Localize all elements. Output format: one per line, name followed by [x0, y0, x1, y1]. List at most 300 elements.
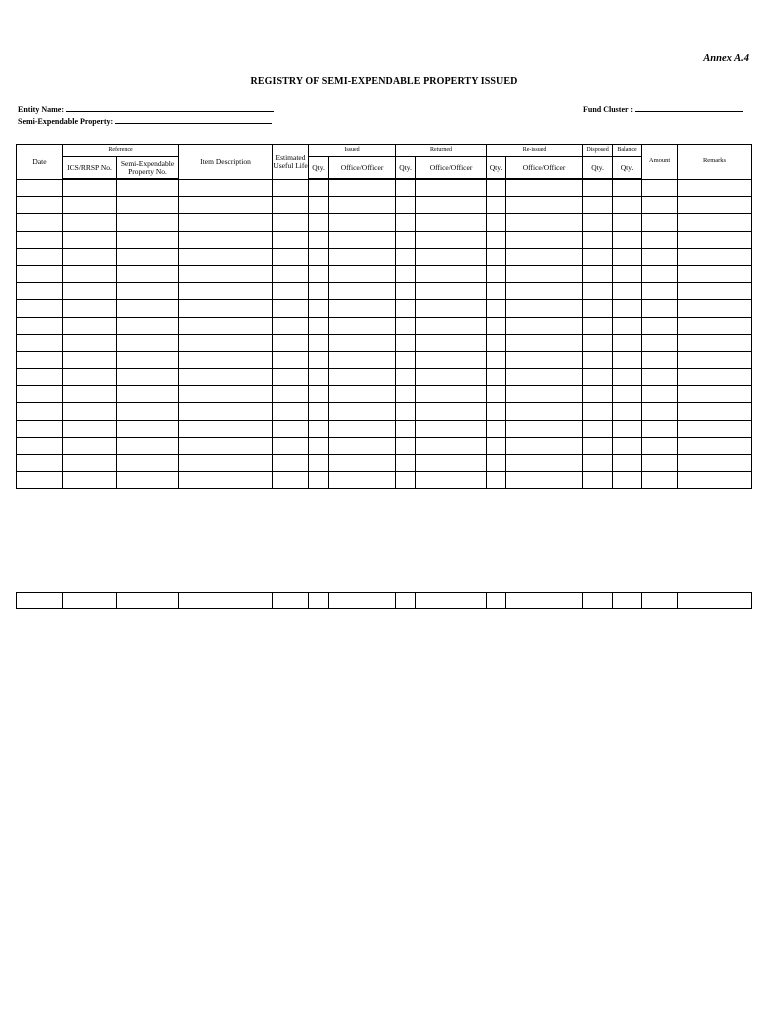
summary-cell[interactable]	[17, 593, 63, 609]
table-cell[interactable]	[506, 403, 583, 420]
table-cell[interactable]	[396, 179, 416, 197]
table-cell[interactable]	[678, 386, 752, 403]
table-cell[interactable]	[396, 472, 416, 489]
table-cell[interactable]	[678, 248, 752, 265]
table-cell[interactable]	[642, 455, 678, 472]
table-cell[interactable]	[613, 197, 642, 214]
table-cell[interactable]	[642, 214, 678, 231]
table-cell[interactable]	[487, 283, 506, 300]
table-cell[interactable]	[487, 231, 506, 248]
table-cell[interactable]	[17, 317, 63, 334]
table-cell[interactable]	[396, 420, 416, 437]
table-cell[interactable]	[309, 437, 329, 454]
table-cell[interactable]	[63, 369, 117, 386]
table-cell[interactable]	[642, 334, 678, 351]
table-cell[interactable]	[329, 317, 396, 334]
table-cell[interactable]	[396, 351, 416, 368]
table-cell[interactable]	[678, 214, 752, 231]
table-cell[interactable]	[117, 386, 179, 403]
table-cell[interactable]	[179, 197, 273, 214]
table-cell[interactable]	[416, 231, 487, 248]
table-cell[interactable]	[179, 369, 273, 386]
table-cell[interactable]	[63, 334, 117, 351]
table-cell[interactable]	[273, 300, 309, 317]
summary-cell[interactable]	[506, 593, 583, 609]
table-cell[interactable]	[309, 265, 329, 282]
table-cell[interactable]	[416, 317, 487, 334]
table-cell[interactable]	[506, 283, 583, 300]
table-cell[interactable]	[506, 317, 583, 334]
table-cell[interactable]	[309, 420, 329, 437]
table-cell[interactable]	[583, 455, 613, 472]
table-cell[interactable]	[179, 231, 273, 248]
table-cell[interactable]	[613, 265, 642, 282]
table-cell[interactable]	[17, 403, 63, 420]
table-cell[interactable]	[487, 179, 506, 197]
table-cell[interactable]	[17, 231, 63, 248]
table-cell[interactable]	[583, 334, 613, 351]
table-cell[interactable]	[506, 351, 583, 368]
table-cell[interactable]	[642, 403, 678, 420]
table-cell[interactable]	[583, 403, 613, 420]
table-cell[interactable]	[329, 300, 396, 317]
table-cell[interactable]	[583, 420, 613, 437]
table-cell[interactable]	[273, 369, 309, 386]
table-cell[interactable]	[309, 179, 329, 197]
table-cell[interactable]	[273, 179, 309, 197]
table-cell[interactable]	[179, 265, 273, 282]
table-cell[interactable]	[63, 248, 117, 265]
table-cell[interactable]	[117, 300, 179, 317]
table-cell[interactable]	[487, 334, 506, 351]
summary-cell[interactable]	[179, 593, 273, 609]
table-cell[interactable]	[179, 334, 273, 351]
table-cell[interactable]	[63, 317, 117, 334]
table-row	[17, 231, 752, 248]
table-cell[interactable]	[613, 403, 642, 420]
table-cell[interactable]	[487, 386, 506, 403]
table-cell[interactable]	[583, 283, 613, 300]
summary-cell[interactable]	[416, 593, 487, 609]
table-cell[interactable]	[416, 455, 487, 472]
summary-row-table	[16, 592, 752, 609]
table-cell[interactable]	[506, 472, 583, 489]
table-cell[interactable]	[613, 369, 642, 386]
table-cell[interactable]	[17, 420, 63, 437]
table-cell[interactable]	[63, 300, 117, 317]
table-cell[interactable]	[416, 334, 487, 351]
table-cell[interactable]	[179, 472, 273, 489]
table-cell[interactable]	[613, 179, 642, 197]
table-cell[interactable]	[396, 369, 416, 386]
summary-cell[interactable]	[396, 593, 416, 609]
table-cell[interactable]	[329, 179, 396, 197]
table-cell[interactable]	[179, 283, 273, 300]
table-cell[interactable]	[273, 317, 309, 334]
table-cell[interactable]	[309, 248, 329, 265]
table-cell[interactable]	[273, 455, 309, 472]
table-cell[interactable]	[309, 455, 329, 472]
table-cell[interactable]	[583, 300, 613, 317]
table-cell[interactable]	[329, 248, 396, 265]
table-cell[interactable]	[179, 317, 273, 334]
table-cell[interactable]	[117, 248, 179, 265]
table-cell[interactable]	[487, 403, 506, 420]
table-cell[interactable]	[396, 437, 416, 454]
table-cell[interactable]	[63, 214, 117, 231]
table-cell[interactable]	[416, 197, 487, 214]
table-cell[interactable]	[416, 437, 487, 454]
table-cell[interactable]	[487, 420, 506, 437]
table-cell[interactable]	[273, 351, 309, 368]
table-cell[interactable]	[17, 437, 63, 454]
table-cell[interactable]	[487, 197, 506, 214]
table-cell[interactable]	[329, 197, 396, 214]
table-cell[interactable]	[17, 214, 63, 231]
table-cell[interactable]	[329, 386, 396, 403]
table-cell[interactable]	[678, 420, 752, 437]
table-cell[interactable]	[487, 317, 506, 334]
table-cell[interactable]	[117, 334, 179, 351]
table-cell[interactable]	[487, 214, 506, 231]
table-cell[interactable]	[17, 455, 63, 472]
table-cell[interactable]	[63, 283, 117, 300]
table-cell[interactable]	[179, 386, 273, 403]
summary-cell[interactable]	[273, 593, 309, 609]
table-cell[interactable]	[642, 300, 678, 317]
table-cell[interactable]	[63, 455, 117, 472]
table-cell[interactable]	[583, 437, 613, 454]
table-cell[interactable]	[506, 455, 583, 472]
table-cell[interactable]	[273, 214, 309, 231]
table-cell[interactable]	[17, 334, 63, 351]
table-cell[interactable]	[613, 437, 642, 454]
table-cell[interactable]	[613, 300, 642, 317]
table-cell[interactable]	[642, 231, 678, 248]
table-cell[interactable]	[273, 334, 309, 351]
table-cell[interactable]	[583, 369, 613, 386]
table-cell[interactable]	[396, 283, 416, 300]
table-cell[interactable]	[179, 437, 273, 454]
table-cell[interactable]	[583, 248, 613, 265]
table-cell[interactable]	[642, 351, 678, 368]
table-cell[interactable]	[329, 420, 396, 437]
summary-cell[interactable]	[678, 593, 752, 609]
table-cell[interactable]	[329, 455, 396, 472]
table-row	[17, 300, 752, 317]
table-cell[interactable]	[416, 420, 487, 437]
table-cell[interactable]	[487, 472, 506, 489]
table-cell[interactable]	[309, 334, 329, 351]
table-cell[interactable]	[583, 317, 613, 334]
table-cell[interactable]	[506, 179, 583, 197]
table-cell[interactable]	[329, 437, 396, 454]
table-cell[interactable]	[416, 214, 487, 231]
table-cell[interactable]	[273, 403, 309, 420]
table-cell[interactable]	[396, 334, 416, 351]
table-cell[interactable]	[678, 300, 752, 317]
entity-name-field[interactable]	[18, 104, 274, 114]
table-cell[interactable]	[117, 265, 179, 282]
table-cell[interactable]	[678, 437, 752, 454]
summary-cell[interactable]	[63, 593, 117, 609]
table-cell[interactable]	[678, 403, 752, 420]
table-cell[interactable]	[678, 317, 752, 334]
table-cell[interactable]	[642, 386, 678, 403]
table-cell[interactable]	[416, 179, 487, 197]
entity-name-line[interactable]	[66, 104, 274, 112]
table-cell[interactable]	[642, 420, 678, 437]
table-cell[interactable]	[117, 317, 179, 334]
table-cell[interactable]	[396, 386, 416, 403]
table-cell[interactable]	[642, 317, 678, 334]
table-cell[interactable]	[416, 265, 487, 282]
table-cell[interactable]	[396, 403, 416, 420]
table-cell[interactable]	[17, 369, 63, 386]
table-cell[interactable]	[179, 455, 273, 472]
table-cell[interactable]	[273, 248, 309, 265]
table-cell[interactable]	[506, 334, 583, 351]
table-cell[interactable]	[117, 437, 179, 454]
table-cell[interactable]	[179, 420, 273, 437]
table-cell[interactable]	[613, 472, 642, 489]
table-cell[interactable]	[309, 197, 329, 214]
table-cell[interactable]	[487, 265, 506, 282]
table-cell[interactable]	[329, 369, 396, 386]
table-cell[interactable]	[309, 300, 329, 317]
table-cell[interactable]	[117, 283, 179, 300]
table-cell[interactable]	[396, 265, 416, 282]
table-cell[interactable]	[17, 351, 63, 368]
table-cell[interactable]	[678, 455, 752, 472]
table-cell[interactable]	[613, 386, 642, 403]
table-cell[interactable]	[396, 231, 416, 248]
summary-cell[interactable]	[487, 593, 506, 609]
table-cell[interactable]	[63, 265, 117, 282]
table-cell[interactable]	[273, 437, 309, 454]
table-cell[interactable]	[329, 351, 396, 368]
table-cell[interactable]	[583, 231, 613, 248]
table-cell[interactable]	[678, 231, 752, 248]
table-cell[interactable]	[63, 179, 117, 197]
table-cell[interactable]	[506, 248, 583, 265]
table-cell[interactable]	[17, 248, 63, 265]
table-cell[interactable]	[416, 472, 487, 489]
table-cell[interactable]	[396, 248, 416, 265]
table-cell[interactable]	[487, 369, 506, 386]
table-cell[interactable]	[678, 472, 752, 489]
table-cell[interactable]	[678, 197, 752, 214]
table-cell[interactable]	[642, 283, 678, 300]
table-cell[interactable]	[613, 283, 642, 300]
table-cell[interactable]	[487, 437, 506, 454]
table-cell[interactable]	[117, 351, 179, 368]
table-cell[interactable]	[309, 351, 329, 368]
table-cell[interactable]	[396, 455, 416, 472]
table-cell[interactable]	[17, 179, 63, 197]
table-cell[interactable]	[179, 351, 273, 368]
table-cell[interactable]	[63, 197, 117, 214]
table-cell[interactable]	[642, 197, 678, 214]
table-cell[interactable]	[613, 248, 642, 265]
table-cell[interactable]	[309, 283, 329, 300]
table-cell[interactable]	[17, 197, 63, 214]
table-cell[interactable]	[642, 265, 678, 282]
table-cell[interactable]	[63, 351, 117, 368]
table-cell[interactable]	[117, 369, 179, 386]
table-cell[interactable]	[117, 197, 179, 214]
table-cell[interactable]	[179, 300, 273, 317]
table-cell[interactable]	[583, 179, 613, 197]
fund-cluster-line[interactable]	[635, 104, 743, 112]
table-cell[interactable]	[678, 179, 752, 197]
table-cell[interactable]	[179, 179, 273, 197]
table-cell[interactable]	[329, 334, 396, 351]
table-cell[interactable]	[179, 248, 273, 265]
table-cell[interactable]	[329, 283, 396, 300]
table-cell[interactable]	[506, 386, 583, 403]
table-cell[interactable]	[273, 265, 309, 282]
table-cell[interactable]	[309, 317, 329, 334]
table-cell[interactable]	[117, 214, 179, 231]
table-cell[interactable]	[273, 283, 309, 300]
table-cell[interactable]	[117, 472, 179, 489]
table-row	[17, 472, 752, 489]
table-cell[interactable]	[678, 351, 752, 368]
table-cell[interactable]	[583, 197, 613, 214]
table-cell[interactable]	[583, 214, 613, 231]
table-cell[interactable]	[329, 472, 396, 489]
table-cell[interactable]	[506, 265, 583, 282]
table-cell[interactable]	[63, 231, 117, 248]
table-cell[interactable]	[329, 214, 396, 231]
table-cell[interactable]	[416, 248, 487, 265]
table-row	[17, 197, 752, 214]
table-cell[interactable]	[506, 214, 583, 231]
table-cell[interactable]	[506, 300, 583, 317]
table-cell[interactable]	[487, 248, 506, 265]
table-cell[interactable]	[117, 455, 179, 472]
table-cell[interactable]	[416, 283, 487, 300]
summary-cell[interactable]	[642, 593, 678, 609]
table-cell[interactable]	[487, 300, 506, 317]
table-cell[interactable]	[273, 420, 309, 437]
table-cell[interactable]	[396, 214, 416, 231]
table-cell[interactable]	[309, 369, 329, 386]
table-cell[interactable]	[583, 351, 613, 368]
table-cell[interactable]	[642, 369, 678, 386]
table-cell[interactable]	[642, 472, 678, 489]
table-cell[interactable]	[117, 420, 179, 437]
table-cell[interactable]	[396, 197, 416, 214]
table-cell[interactable]	[613, 455, 642, 472]
table-cell[interactable]	[613, 317, 642, 334]
table-cell[interactable]	[309, 386, 329, 403]
table-cell[interactable]	[179, 214, 273, 231]
table-cell[interactable]	[63, 437, 117, 454]
table-cell[interactable]	[309, 472, 329, 489]
table-cell[interactable]	[309, 231, 329, 248]
table-cell[interactable]	[63, 472, 117, 489]
table-cell[interactable]	[642, 248, 678, 265]
table-cell[interactable]	[117, 403, 179, 420]
summary-row	[17, 593, 752, 609]
table-cell[interactable]	[416, 351, 487, 368]
table-cell[interactable]	[17, 265, 63, 282]
table-cell[interactable]	[396, 300, 416, 317]
table-cell[interactable]	[17, 386, 63, 403]
table-cell[interactable]	[678, 369, 752, 386]
table-cell[interactable]	[117, 179, 179, 197]
table-row	[17, 420, 752, 437]
summary-cell[interactable]	[309, 593, 329, 609]
summary-cell[interactable]	[329, 593, 396, 609]
table-cell[interactable]	[63, 403, 117, 420]
semi-expendable-property-line[interactable]	[115, 116, 272, 124]
table-cell[interactable]	[613, 214, 642, 231]
table-cell[interactable]	[117, 231, 179, 248]
table-cell[interactable]	[63, 386, 117, 403]
table-cell[interactable]	[506, 231, 583, 248]
table-cell[interactable]	[506, 369, 583, 386]
table-cell[interactable]	[273, 197, 309, 214]
table-cell[interactable]	[487, 351, 506, 368]
table-cell[interactable]	[329, 403, 396, 420]
table-cell[interactable]	[678, 283, 752, 300]
table-cell[interactable]	[416, 300, 487, 317]
table-row	[17, 248, 752, 265]
table-cell[interactable]	[396, 317, 416, 334]
table-cell[interactable]	[329, 265, 396, 282]
table-cell[interactable]	[17, 283, 63, 300]
table-cell[interactable]	[642, 437, 678, 454]
table-cell[interactable]	[678, 334, 752, 351]
table-cell[interactable]	[273, 386, 309, 403]
table-cell[interactable]	[583, 265, 613, 282]
table-cell[interactable]	[273, 472, 309, 489]
table-cell[interactable]	[487, 455, 506, 472]
table-cell[interactable]	[613, 231, 642, 248]
summary-cell[interactable]	[117, 593, 179, 609]
semi-expendable-property-field[interactable]	[18, 116, 272, 126]
table-cell[interactable]	[583, 386, 613, 403]
table-cell[interactable]	[63, 420, 117, 437]
table-cell[interactable]	[416, 386, 487, 403]
table-cell[interactable]	[613, 334, 642, 351]
table-cell[interactable]	[309, 403, 329, 420]
table-cell[interactable]	[506, 197, 583, 214]
table-cell[interactable]	[506, 437, 583, 454]
table-cell[interactable]	[416, 403, 487, 420]
table-cell[interactable]	[613, 420, 642, 437]
summary-cell[interactable]	[613, 593, 642, 609]
table-cell[interactable]	[309, 214, 329, 231]
table-cell[interactable]	[17, 300, 63, 317]
table-cell[interactable]	[179, 403, 273, 420]
table-cell[interactable]	[329, 231, 396, 248]
summary-cell[interactable]	[583, 593, 613, 609]
table-cell[interactable]	[583, 472, 613, 489]
table-cell[interactable]	[642, 179, 678, 197]
table-cell[interactable]	[678, 265, 752, 282]
table-cell[interactable]	[416, 369, 487, 386]
table-cell[interactable]	[613, 351, 642, 368]
fund-cluster-field[interactable]	[583, 104, 743, 114]
table-cell[interactable]	[17, 472, 63, 489]
table-cell[interactable]	[273, 231, 309, 248]
table-row	[17, 386, 752, 403]
table-cell[interactable]	[506, 420, 583, 437]
